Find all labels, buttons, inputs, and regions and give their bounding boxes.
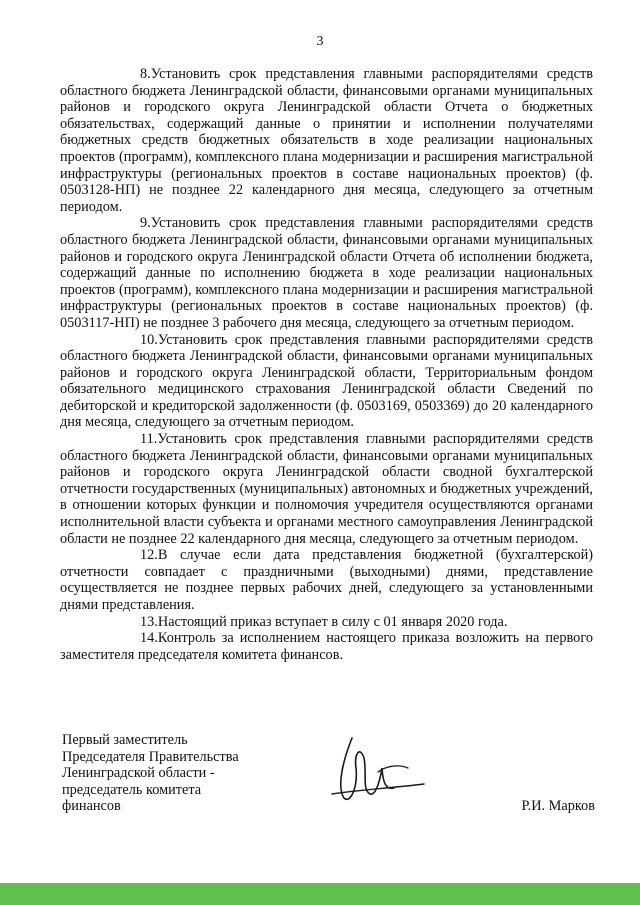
paragraph-number: 13.: [140, 613, 158, 630]
paragraph-text: Установить срок представления главными распорядителями средств областного бюджета Ленинградской области, финансовыми органами муниципальных районов и городского округа Ленинградской области Отчета о бюджетных обязательствах, содержащий данные о принятии и исполнении получателями бюджетных средств бюджетных обязательств в ходе реализации национальных проектов (программ), комплексного плана модернизации и расширения магистральной инфраструктуры (региональных проектов в составе национальных проектов) (ф. 0503128-НП) не позднее 22 календарного дня месяца, следующего за отчетным периодом.: [60, 66, 593, 215]
paragraph-number: 12.: [140, 547, 158, 564]
signer-name: Р.И. Марков: [521, 798, 595, 814]
signature-block: [62, 732, 595, 822]
handwritten-signature: [312, 728, 432, 808]
paragraph-number: 9.: [140, 215, 151, 232]
signer-title: Первый заместитель Председателя Правительства Ленинградской области - председатель комитета финансов: [62, 732, 239, 815]
paragraph-text: Настоящий приказ вступает в силу с 01 января 2020 года.: [157, 613, 508, 630]
paragraph-text: Контроль за исполнением настоящего приказа возложить на первого заместителя председателя комитета финансов.: [60, 630, 593, 663]
paragraph-number: 11.: [140, 431, 158, 448]
bottom-color-strip: [0, 883, 640, 905]
paragraph-text: В случае если дата представления бюджетной (бухгалтерской) отчетности совпадает с праздничными (выходными) днями, представление осуществляется не позднее первых рабочих дней, следующего за установленными днями представления.: [60, 547, 593, 613]
document-body: [60, 66, 593, 663]
paragraph-number: 10.: [140, 331, 158, 348]
paragraph-10: [60, 332, 593, 432]
paragraph-text: Установить срок представления главными распорядителями средств областного бюджета Ленинградской области, финансовыми органами муниципальных районов и городского округа Ленинградской области, Территориальным фондом обязательного медицинского страхования Ленинградской области Сведений по дебиторской и кредиторской задолженности (ф. 0503169, 0503369) до 20 календарного дня месяца, следующего за отчетным периодом.: [60, 331, 593, 431]
paragraph-9: [60, 215, 593, 331]
paragraph-8: [60, 66, 593, 215]
paragraph-text: Установить срок представления главными распорядителями средств областного бюджета Ленинградской области, финансовыми органами муниципальных районов и городского округа Ленинградской области Отчета об исполнении бюджета, содержащий данные по исполнению бюджета в ходе реализации национальных проектов (программ), комплексного плана модернизации и расширения магистральной инфраструктуры (региональных проектов в составе национальных проектов) (ф. 0503117-НП) не позднее 3 рабочего дня месяца, следующего за отчетным периодом.: [60, 215, 593, 331]
paragraph-14: [60, 630, 593, 663]
page-number: 3: [316, 34, 324, 49]
paragraph-11: [60, 431, 593, 547]
paragraph-13: [60, 614, 593, 631]
paragraph-number: 14.: [140, 630, 158, 647]
paragraph-12: [60, 547, 593, 613]
paragraph-text: Установить срок представления главными распорядителями средств областного бюджета Ленинградской области, финансовыми органами муниципальных районов и городского округа Ленинградской области сводной бухгалтерской отчетности государственных (муниципальных) автономных и бюджетных учреждений, в отношении которых функции и полномочия учредителя осуществляются органами исполнительной власти субъекта и органами местного самоуправления Ленинградской области не позднее 22 календарного дня месяца, следующего за отчетным периодом.: [60, 431, 593, 547]
paragraph-number: 8.: [140, 66, 151, 82]
